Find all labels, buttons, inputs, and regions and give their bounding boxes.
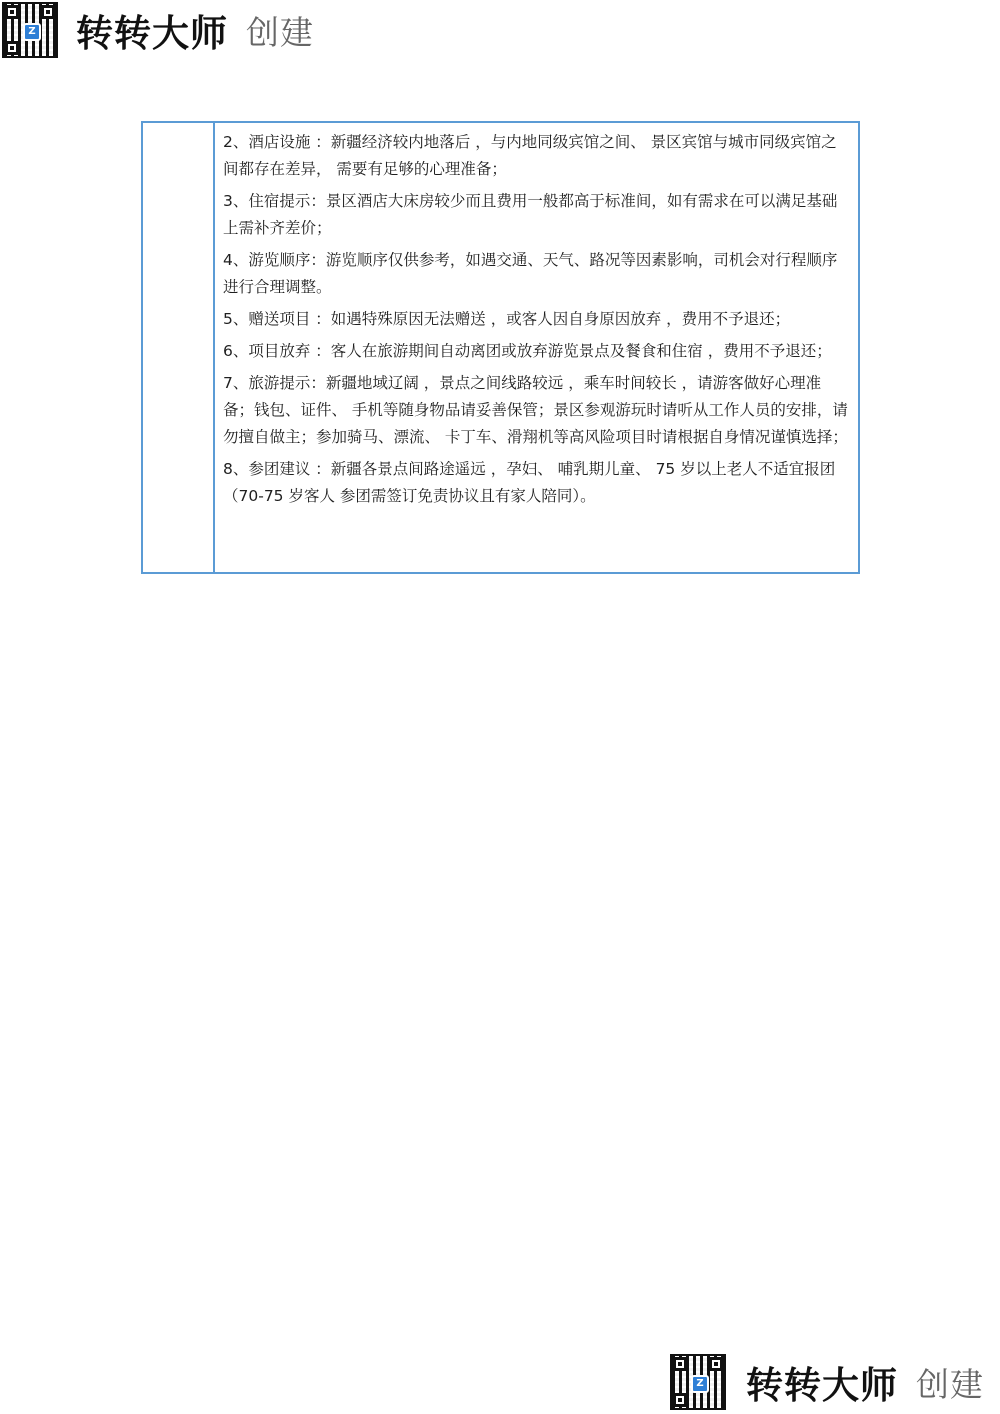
brand-name: 转转大师 (746, 1364, 898, 1407)
brand-action: 创建 (916, 1364, 984, 1404)
note-accommodation: 3、住宿提示：景区酒店大床房较少而且费用一般都高于标准间，如有需求在可以满足基础上需补齐差价； (223, 192, 838, 237)
note-hotel-facilities: 2、酒店设施 ：新疆经济较内地落后 ，与内地同级宾馆之间、 景区宾馆与城市同级宾馆之间都存在差异， 需要有足够的心理准备； (223, 133, 837, 178)
qr-code-icon (2, 2, 58, 58)
brand-name: 转转大师 (76, 12, 228, 55)
notes-label-cell (143, 123, 215, 572)
qr-badge: Z (23, 23, 41, 41)
note-complimentary-items: 5、赠送项目 ：如遇特殊原因无法赠送 ，或客人因自身原因放弃 ，费用不予退还； (223, 310, 791, 328)
header-watermark (2, 2, 314, 58)
note-travel-tips: 7、旅游提示：新疆地域辽阔 ，景点之间线路较远 ，乘车时间较长 ，请游客做好心理准备；钱包、证件、 手机等随身物品请妥善保管；景区参观游玩时请听从工作人员的安排，请勿擅自做主；参加骑马、漂流、 卡丁车、滑翔机等高风险项目时请根据自身情况谨慎选择； (223, 374, 848, 446)
qr-badge: Z (691, 1375, 709, 1393)
note-group-advice: 8、参团建议 ：新疆各景点间路途遥远 ，孕妇、 哺乳期儿童、 75 岁以上老人不适宜报团（70-75 岁客人 参团需签订免责协议且有家人陪同）。 (223, 460, 836, 505)
note-forfeited-items: 6、项目放弃 ：客人在旅游期间自动离团或放弃游览景点及餐食和住宿 ，费用不予退还； (223, 342, 832, 360)
footer-watermark (670, 1354, 984, 1410)
qr-code-icon (670, 1354, 726, 1410)
note-tour-order: 4、游览顺序：游览顺序仅供参考，如遇交通、天气、路况等因素影响，司机会对行程顺序进行合理调整。 (223, 251, 838, 296)
brand-action: 创建 (246, 12, 314, 52)
notes-content-cell (215, 123, 858, 572)
notes-table (141, 121, 860, 574)
